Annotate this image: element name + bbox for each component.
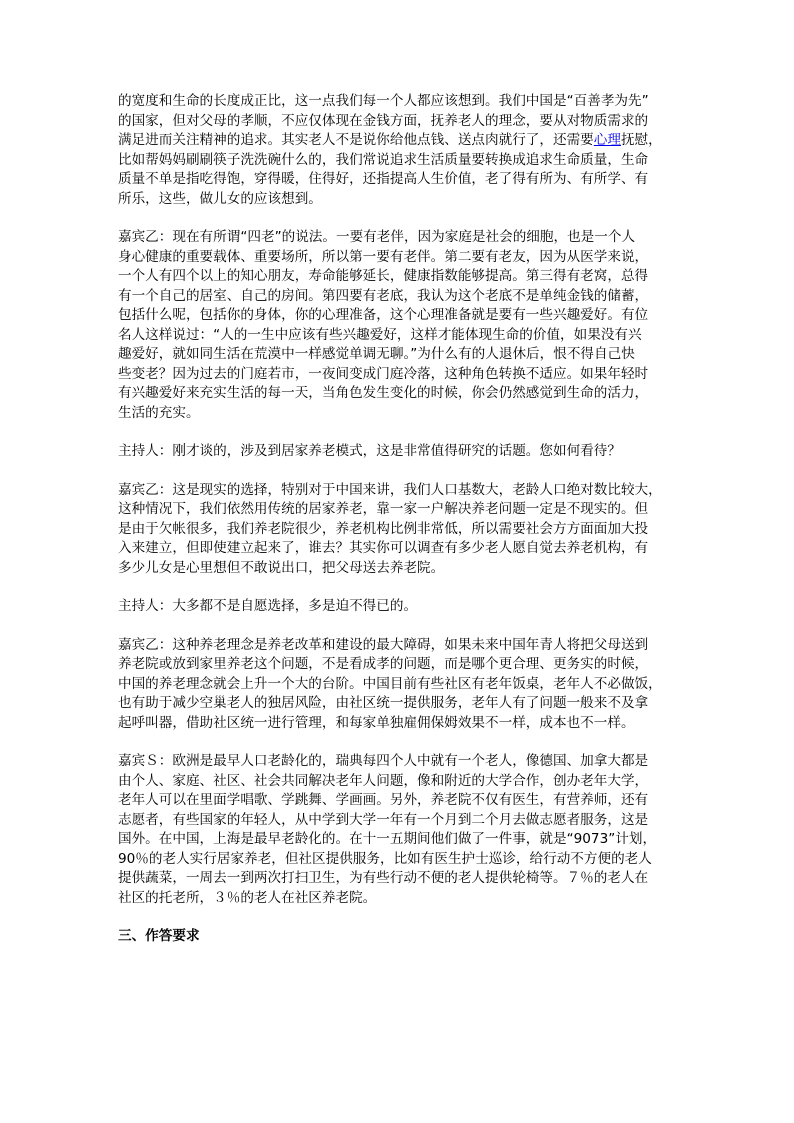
text-line: 多少儿女是心里想但不敢说出口，把父母送去养老院。: [118, 559, 445, 576]
text-line: 有一个自己的居室、自己的房间。第四要有老底，我认为这个老底不是单纯金钱的储蓄，: [118, 287, 649, 304]
text-line: 社区的托老所，３％的老人在社区养老院。: [118, 889, 377, 906]
text-line: 嘉宾Ｓ：欧洲是最早人口老龄化的，瑞典每四个人中就有一个老人，像德国、加拿大都是: [118, 753, 649, 769]
paragraph-guest-four-olds: [118, 228, 688, 423]
text-line: 嘉宾乙：现在有所谓“四老”的说法。一要有老伴，因为家庭是社会的细胞，也是一个人: [118, 229, 636, 245]
text-segment: 抚慰，: [620, 132, 662, 148]
text-line: 一个人有四个以上的知心朋友，寿命能够延长，健康指数能够提高。第三得有老窝，总得: [118, 268, 649, 284]
text-line: 包括什么呢，包括你的身体，你的心理准备，这个心理准备就是要有一些兴趣爱好。有位: [118, 307, 649, 323]
paragraph-host-question: [118, 442, 688, 462]
text-line: 主持人：大多都不是自愿选择，多是迫不得已的。: [118, 598, 418, 614]
psychology-link[interactable]: 心理: [593, 132, 621, 148]
text-line: [118, 131, 688, 151]
text-line: 主持人：刚才谈的，涉及到居家养老模式，这是非常值得研究的话题。您如何看待？: [118, 443, 621, 459]
text-segment: 满足进而关注精神的追求。其实老人不是说你给他点钱、送点肉就行了，还需要: [118, 132, 594, 148]
text-line: 的国家，但对父母的孝顺，不应仅体现在金钱方面，抚养老人的理念，要从对物质需求的: [118, 112, 649, 129]
paragraph-guest-obstacle: [118, 636, 688, 734]
text-line: 比如帮妈妈刷刷筷子洗洗碗什么的，我们常说追求生活质量要转换成追求生命质量，生命: [118, 151, 649, 168]
text-line: 嘉宾乙：这种养老理念是养老改革和建设的最大障碍，如果未来中国年青人将把父母送到: [118, 636, 649, 653]
text-line: 入来建立，但即使建立起来了，谁去？其实你可以调查有多少老人愿自觉去养老机构，有: [118, 540, 649, 556]
text-line: 身心健康的重要载体、重要场所，所以第一要有老伴。第二要有老友，因为从医学来说，: [118, 248, 649, 265]
text-line: 这种情况下，我们依然用传统的居家养老，靠一家一户解决养老问题一定是不现实的。但: [118, 501, 649, 517]
text-line: 趣爱好，就如同生活在荒漠中一样感觉单调无聊。”为什么有的人退休后，恨不得自己快: [118, 346, 635, 362]
text-line: 有兴趣爱好来充实生活的每一天，当角色发生变化的时候，你会仍然感觉到生命的活力，: [118, 385, 649, 401]
text-line: 志愿者，有些国家的年轻人，从中学到大学一年有一个月到二个月去做志愿者服务，这是: [118, 811, 649, 828]
text-line: 嘉宾乙：这是现实的选择，特别对于中国来讲，我们人口基数大，老龄人口绝对数比较大，: [118, 481, 662, 498]
text-line: 提供蔬菜，一周去一到两次打扫卫生，为有些行动不便的老人提供轮椅等。７％的老人在: [118, 870, 649, 886]
paragraph-guest-europe: [118, 752, 688, 908]
paragraph-filial-piety: [118, 92, 688, 209]
paragraph-host-comment: [118, 597, 688, 617]
text-line: 是由于欠帐很多，我们养老院很少，养老机构比例非常低，所以需要社会方方面面加大投: [118, 520, 649, 537]
text-line: 起呼叫器，借助社区统一进行管理，和每家单独雇佣保姆效果不一样，成本也不一样。: [118, 714, 635, 731]
text-line: 所乐，这些，做儿女的应该想到。: [118, 190, 322, 207]
section-heading: 三、作答要求: [118, 928, 200, 944]
text-line: 生活的充实。: [118, 404, 200, 421]
text-line: 中国的养老理念就会上升一个大的台阶。中国目前有些社区有老年饭桌，老年人不必做饭，: [118, 675, 662, 692]
text-line: 也有助于减少空巢老人的独居风险，由社区统一提供服务，老年人有了问题一般来不及拿: [118, 695, 649, 711]
text-line: 名人这样说过：“人的一生中应该有些兴趣爱好，这样才能体现生命的价值，如果没有兴: [118, 326, 642, 343]
text-line: 由个人、家庭、社区、社会共同解决老年人问题，像和附近的大学合作，创办老年大学，: [118, 772, 649, 789]
text-line: 质量不单是指吃得饱，穿得暖，住得好，还指提高人生价值，老了得有所为、有所学、有: [118, 171, 649, 187]
text-line: 些变老？因为过去的门庭若市，一夜间变成门庭冷落，这种角色转换不适应。如果年轻时: [118, 365, 649, 382]
text-line: 国外。在中国，上海是最早老龄化的。在十一五期间他们做了一件事，就是“9073”计划，: [118, 831, 657, 847]
text-line: 养老院或放到家里养老这个问题，不是看成孝的问题，而是哪个更合理、更务实的时候，: [118, 656, 649, 672]
text-line: 老年人可以在里面学唱歌、学跳舞、学画画。另外，养老院不仅有医生，有营养师，还有: [118, 792, 649, 808]
paragraph-guest-reality: [118, 481, 688, 579]
text-line: 的宽度和生命的长度成正比，这一点我们每一个人都应该想到。我们中国是“百善孝为先”: [118, 93, 649, 109]
text-line: 90％的老人实行居家养老，但社区提供服务，比如有医生护士巡诊，给行动不方便的老人: [118, 850, 652, 867]
document-body: [118, 92, 688, 947]
